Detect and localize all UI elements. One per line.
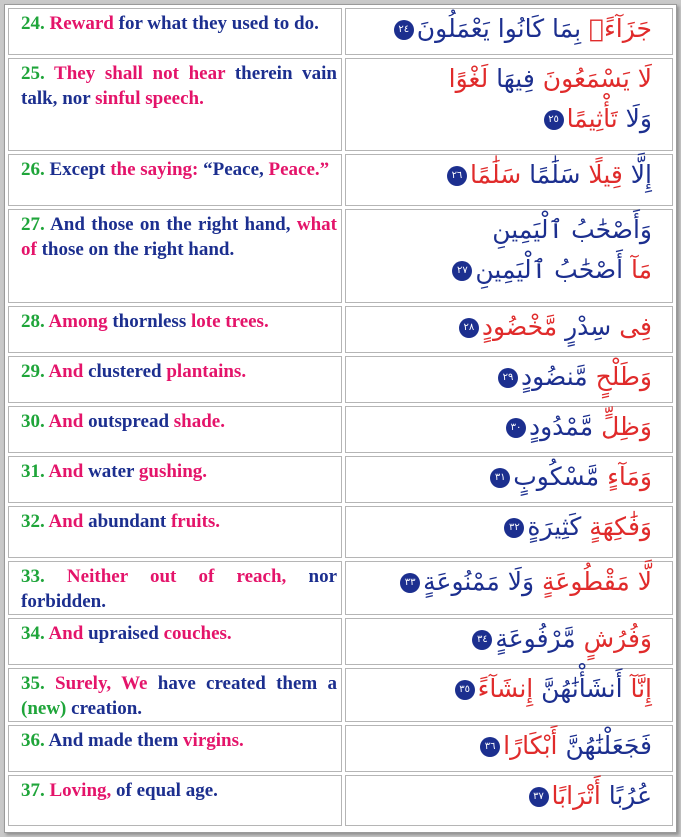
arabic-line bbox=[352, 776, 652, 816]
arabic-text-segment: لَا يَسْمَعُونَ bbox=[534, 64, 652, 93]
translation-segment: plantains. bbox=[166, 361, 247, 382]
english-translation-cell bbox=[8, 154, 342, 206]
arabic-line bbox=[352, 307, 652, 347]
arabic-text-segment: إِنَّآ bbox=[622, 674, 652, 703]
ayah-number-marker: ٣٢ bbox=[504, 518, 524, 538]
verse-number: 31. bbox=[21, 461, 45, 482]
verse-row bbox=[8, 668, 673, 722]
translation-segment: what of bbox=[21, 214, 337, 260]
translation-segment: have created them a bbox=[157, 673, 338, 694]
arabic-verse-cell bbox=[345, 209, 673, 303]
arabic-text-segment: مَّنضُودٍ bbox=[520, 362, 588, 391]
arabic-line bbox=[352, 210, 652, 250]
translation-segment: talk, bbox=[21, 88, 63, 109]
arabic-verse-cell bbox=[345, 506, 673, 558]
arabic-verse-cell bbox=[345, 58, 673, 151]
translation-segment: upraised bbox=[88, 623, 164, 644]
translation-segment: nor bbox=[62, 88, 96, 109]
verse-row bbox=[8, 209, 673, 303]
arabic-verse-cell bbox=[345, 456, 673, 503]
arabic-text-segment: فِيهَا bbox=[488, 64, 535, 93]
ayah-number-marker: ٣٦ bbox=[480, 737, 500, 757]
ayah-number-marker: ٣٤ bbox=[472, 630, 492, 650]
verse-row bbox=[8, 8, 673, 55]
arabic-line bbox=[352, 357, 652, 397]
english-translation-cell bbox=[8, 725, 342, 772]
ayah-number-marker: ٢٩ bbox=[498, 368, 518, 388]
arabic-line bbox=[352, 457, 652, 497]
english-translation-cell bbox=[8, 406, 342, 453]
verse-number: 34. bbox=[21, 623, 45, 644]
english-translation-cell bbox=[8, 506, 342, 558]
arabic-verse-cell bbox=[345, 8, 673, 55]
arabic-text-segment: أَتْرَابًا bbox=[551, 781, 601, 810]
arabic-line bbox=[352, 669, 652, 709]
english-translation-cell bbox=[8, 209, 342, 303]
translation-segment: thornless bbox=[112, 311, 191, 332]
arabic-text-segment: تَأْثِيمًا bbox=[566, 104, 618, 133]
arabic-verse-cell bbox=[345, 668, 673, 722]
translation-segment: water bbox=[88, 461, 139, 482]
arabic-verse-cell bbox=[345, 561, 673, 615]
verse-number: 30. bbox=[21, 411, 45, 432]
arabic-text-segment: مَّسْكُوبٍ bbox=[513, 462, 600, 491]
translation-segment: And bbox=[44, 361, 89, 382]
arabic-verse-cell bbox=[345, 618, 673, 665]
arabic-text-segment: أَنشَأْنَٰهُنَّ bbox=[533, 674, 623, 703]
translation-segment: shall not hear bbox=[104, 63, 235, 84]
arabic-text-segment: جَزَآءًۢ bbox=[581, 14, 652, 43]
arabic-line bbox=[352, 9, 652, 49]
translation-segment: fruits. bbox=[170, 511, 221, 532]
arabic-text-segment: وَفَٰكِهَةٍ bbox=[581, 512, 652, 541]
translation-segment: abundant bbox=[88, 511, 171, 532]
translation-segment: And those on the right hand, bbox=[44, 214, 297, 235]
translation-segment: And bbox=[44, 511, 89, 532]
ayah-number-marker: ٢٨ bbox=[459, 318, 479, 338]
verse-number: 35. bbox=[21, 673, 45, 694]
verse-row bbox=[8, 456, 673, 503]
translation-segment: Except bbox=[44, 159, 111, 180]
translation-segment: lote trees. bbox=[190, 311, 269, 332]
translation-segment: Peace.” bbox=[268, 159, 330, 180]
verse-row bbox=[8, 356, 673, 403]
translation-segment: And made them bbox=[44, 730, 184, 751]
ayah-number-marker: ٣٠ bbox=[506, 418, 526, 438]
verse-rows bbox=[8, 8, 673, 826]
verse-row bbox=[8, 725, 673, 772]
translation-segment: Among bbox=[44, 311, 113, 332]
arabic-text-segment: مَّخْضُودٍ bbox=[481, 312, 558, 341]
english-translation-cell bbox=[8, 306, 342, 353]
ayah-number-marker: ٢٥ bbox=[544, 110, 564, 130]
translation-segment: clustered bbox=[88, 361, 167, 382]
arabic-text-segment: وَفُرُشٍ bbox=[575, 624, 652, 653]
verse-table-frame bbox=[4, 4, 677, 833]
translation-segment: gushing. bbox=[138, 461, 208, 482]
verse-number: 33. bbox=[21, 566, 45, 587]
ayah-number-marker: ٣٧ bbox=[529, 787, 549, 807]
verse-row bbox=[8, 154, 673, 206]
english-translation-cell bbox=[8, 775, 342, 826]
arabic-text-segment: أَبْكَارًا bbox=[503, 731, 558, 760]
ayah-number-marker: ٣١ bbox=[490, 468, 510, 488]
translation-segment: Neither out of reach, bbox=[44, 566, 309, 587]
translation-segment: shade. bbox=[173, 411, 225, 432]
arabic-text-segment: مَّمْدُودٍ bbox=[528, 412, 594, 441]
verse-number: 36. bbox=[21, 730, 45, 751]
arabic-verse-cell bbox=[345, 154, 673, 206]
verse-number: 27. bbox=[21, 214, 45, 235]
translation-segment: for what they used to do. bbox=[118, 13, 319, 34]
arabic-text-segment: لَّا مَقْطُوعَةٍ bbox=[534, 567, 652, 596]
english-translation-cell bbox=[8, 561, 342, 615]
verse-row bbox=[8, 58, 673, 151]
english-translation-cell bbox=[8, 668, 342, 722]
arabic-text-segment: سَلَٰمًا bbox=[521, 160, 581, 189]
ayah-number-marker: ٣٥ bbox=[455, 680, 475, 700]
verse-row bbox=[8, 406, 673, 453]
arabic-line bbox=[352, 59, 652, 99]
verse-number: 28. bbox=[21, 311, 45, 332]
arabic-verse-cell bbox=[345, 406, 673, 453]
translation-segment: nor forbidden. bbox=[21, 566, 337, 612]
translation-segment: Surely, We bbox=[44, 673, 158, 694]
ayah-number-marker: ٢٤ bbox=[394, 20, 414, 40]
arabic-text-segment: سِدْرٍ bbox=[557, 312, 612, 341]
english-translation-cell bbox=[8, 356, 342, 403]
arabic-text-segment: وَمَآءٍ bbox=[599, 462, 652, 491]
arabic-text-segment: وَلَا مَمْنُوعَةٍ bbox=[423, 567, 535, 596]
translation-segment: couches. bbox=[163, 623, 232, 644]
translation-segment: of equal age. bbox=[116, 780, 218, 801]
translation-segment: (new) bbox=[21, 698, 72, 719]
arabic-text-segment: أَصْحَٰبُ ٱلْيَمِينِ bbox=[475, 255, 624, 284]
translation-segment: They bbox=[44, 63, 105, 84]
arabic-verse-cell bbox=[345, 356, 673, 403]
arabic-line bbox=[352, 250, 652, 290]
arabic-line bbox=[352, 726, 652, 766]
translation-segment: And bbox=[44, 411, 89, 432]
arabic-line bbox=[352, 407, 652, 447]
translation-segment: therein vain bbox=[234, 63, 337, 84]
verse-row bbox=[8, 618, 673, 665]
verse-row bbox=[8, 561, 673, 615]
verse-number: 32. bbox=[21, 511, 45, 532]
arabic-text-segment: كَثِيرَةٍ bbox=[527, 512, 582, 541]
translation-segment: And bbox=[44, 461, 89, 482]
arabic-verse-cell bbox=[345, 725, 673, 772]
arabic-text-segment: وَأَصْحَٰبُ ٱلْيَمِينِ bbox=[492, 215, 652, 244]
arabic-text-segment: سَلَٰمًا bbox=[469, 160, 522, 189]
translation-segment: creation. bbox=[71, 698, 143, 719]
arabic-text-segment: فَجَعَلْنَٰهُنَّ bbox=[557, 731, 652, 760]
arabic-text-segment: وَلَا bbox=[617, 104, 652, 133]
translation-segment: Loving, bbox=[44, 780, 117, 801]
english-translation-cell bbox=[8, 58, 342, 151]
translation-segment: virgins. bbox=[183, 730, 244, 751]
verse-row bbox=[8, 306, 673, 353]
ayah-number-marker: ٢٦ bbox=[447, 166, 467, 186]
arabic-text-segment: مَآ bbox=[623, 255, 652, 284]
translation-segment: sinful speech. bbox=[95, 88, 204, 109]
verse-row bbox=[8, 775, 673, 826]
translation-segment: those on the right hand. bbox=[41, 239, 235, 260]
arabic-text-segment: لَغْوًا bbox=[448, 64, 489, 93]
translation-segment: Reward bbox=[44, 13, 119, 34]
arabic-text-segment: مَّرْفُوعَةٍ bbox=[495, 624, 576, 653]
arabic-line bbox=[352, 507, 652, 547]
arabic-verse-cell bbox=[345, 775, 673, 826]
verse-row bbox=[8, 506, 673, 558]
translation-segment: outspread bbox=[88, 411, 174, 432]
ayah-number-marker: ٣٣ bbox=[400, 573, 420, 593]
english-translation-cell bbox=[8, 456, 342, 503]
arabic-line bbox=[352, 562, 652, 602]
verse-table bbox=[5, 5, 676, 829]
english-translation-cell bbox=[8, 618, 342, 665]
translation-segment: And bbox=[44, 623, 89, 644]
ayah-number-marker: ٢٧ bbox=[452, 261, 472, 281]
verse-number: 37. bbox=[21, 780, 45, 801]
arabic-text-segment: إِنشَآءً bbox=[477, 674, 534, 703]
translation-segment: the saying: bbox=[110, 159, 204, 180]
arabic-text-segment: عُرُبًا bbox=[600, 781, 652, 810]
arabic-text-segment: قِيلًا bbox=[580, 160, 623, 189]
verse-number: 29. bbox=[21, 361, 45, 382]
arabic-text-segment: فِى bbox=[611, 312, 652, 341]
arabic-line bbox=[352, 155, 652, 195]
translation-segment: “Peace, bbox=[203, 159, 269, 180]
arabic-text-segment: بِمَا كَانُوا يَعْمَلُونَ bbox=[416, 14, 582, 43]
arabic-verse-cell bbox=[345, 306, 673, 353]
verse-number: 24. bbox=[21, 13, 45, 34]
arabic-text-segment: وَطَلْحٍ bbox=[587, 362, 652, 391]
arabic-line bbox=[352, 619, 652, 659]
arabic-line bbox=[352, 99, 652, 139]
arabic-text-segment: إِلَّا bbox=[622, 160, 652, 189]
arabic-text-segment: وَظِلٍّ bbox=[593, 412, 652, 441]
verse-number: 26. bbox=[21, 159, 45, 180]
verse-number: 25. bbox=[21, 63, 45, 84]
english-translation-cell bbox=[8, 8, 342, 55]
